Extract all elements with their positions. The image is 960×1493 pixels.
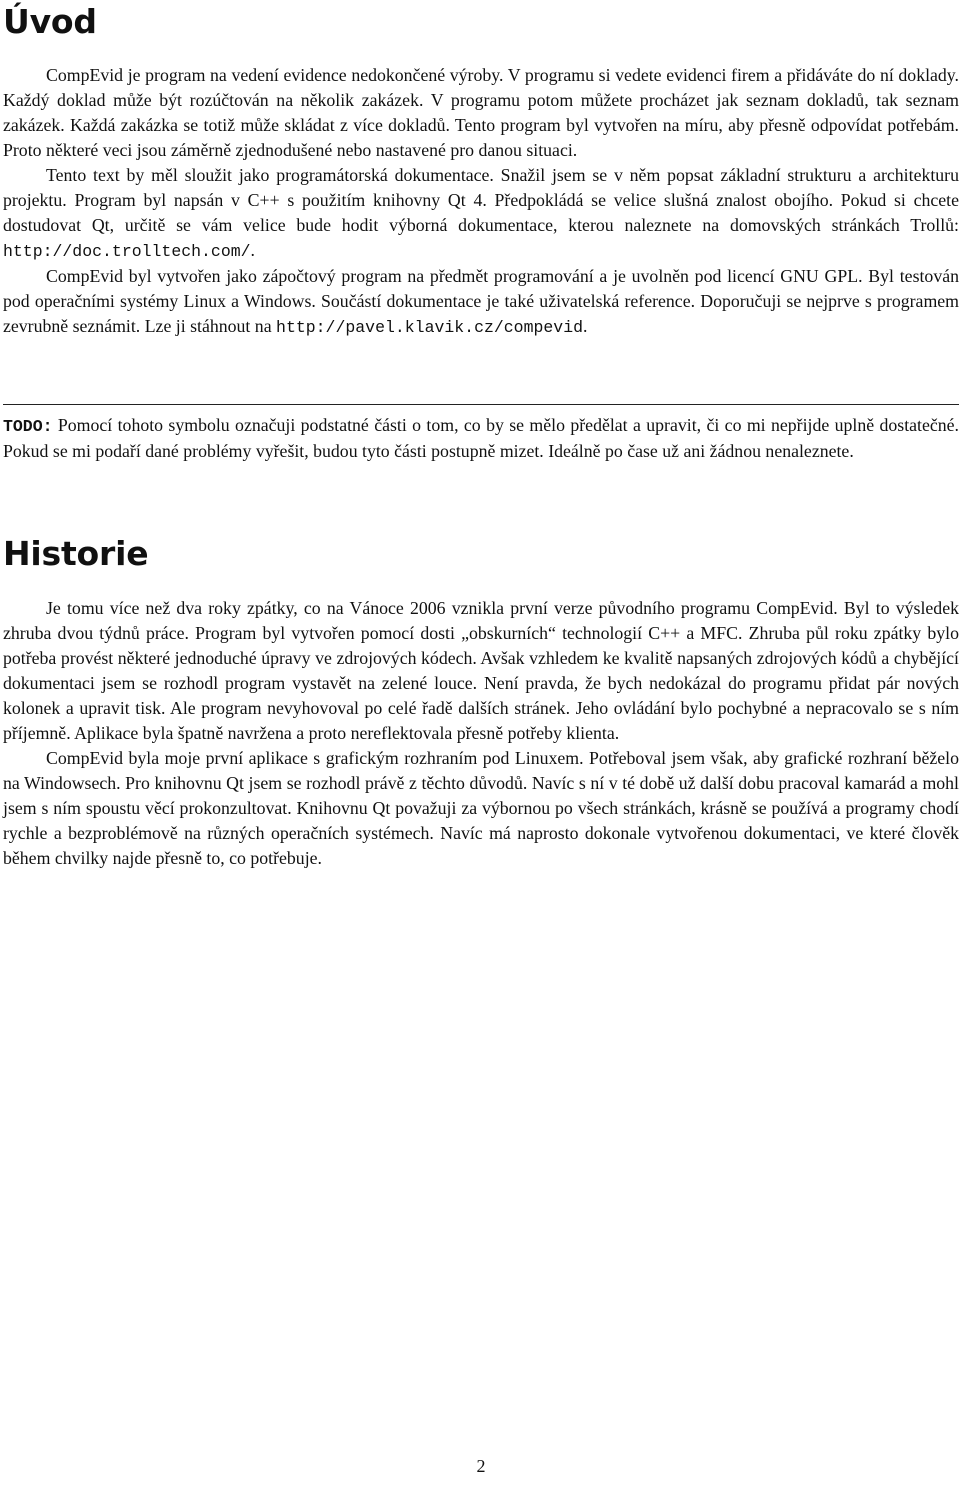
compevid-url[interactable]: http://pavel.klavik.cz/compevid [276, 318, 583, 337]
todo-note [3, 413, 959, 464]
uvod-paragraph-2-end: . [250, 240, 255, 260]
todo-text: Pomocí tohoto symbolu označuji podstatné části o tom, co by se mělo předělat a upravit, či co mi nepřijde uplně dostatečné. Pokud se mi podaří dané problémy vyřešit, budou tyto části postupně mizet. Ideálně po čase už ani žádnou nenaleznete. [3, 415, 959, 461]
uvod-paragraph-3-text: CompEvid byl vytvořen jako zápočtový program na předmět programování a je uvolněn pod licencí GNU GPL. Byl testován pod operačními systémy Linux a Windows. Součástí dokumentace je také uživatelská reference. Doporučuji se nejprve s programem zevrubně seznámit. Lze ji stáhnout na [3, 266, 959, 336]
section-heading-historie: Historie [3, 534, 149, 573]
uvod-body [3, 63, 959, 340]
historie-body [3, 596, 959, 871]
uvod-paragraph-3-end: . [583, 316, 588, 336]
page-number: 2 [476, 1456, 486, 1476]
uvod-paragraph-2-text: Tento text by měl sloužit jako programátorská dokumentace. Snažil jsem se v něm popsat základní strukturu a architekturu projektu. Program byl napsán v C++ s použitím knihovny Qt 4. Předpokládá se velice slušná znalost obojího. Pokud si chcete dostudovat Qt, určitě se vám velice bude hodit výborná dokumentace, kterou naleznete na domovských stránkách Trollů: [3, 165, 959, 235]
todo-label: TODO: [3, 417, 53, 436]
section-heading-uvod: Úvod [3, 2, 97, 41]
uvod-paragraph-2 [3, 163, 959, 264]
todo-divider [3, 404, 959, 405]
uvod-paragraph-3 [3, 264, 959, 340]
todo-paragraph [3, 413, 959, 464]
historie-paragraph-1: Je tomu více než dva roky zpátky, co na Vánoce 2006 vznikla první verze původního programu CompEvid. Byl to výsledek zhruba dvou týdnů práce. Program byl vytvořen pomocí dosti „obskurních“ technologií C++ a MFC. Zhruba půl roku zpátky bylo potřeba provést některé jednoduché úpravy ve zdrojových kódech. Avšak vzhledem ke kvalitě napsaných zdrojových kódů a chybějící dokumentaci jsem se rozhodl program vystavět na zelené louce. Není pravda, že bych nedokázal do programu přidat pár nových kolonek a upravit tisk. Ale program nevyhovoval po celé řadě dalších stránek. Jeho ovládání bylo pochybné a nepracovalo se s ním příjemně. Aplikace byla špatně navržena a proto nereflektovala přesně potřeby klienta. [3, 598, 959, 743]
uvod-paragraph-1: CompEvid je program na vedení evidence nedokončené výroby. V programu si vedete evidenci firem a přidáváte do ní doklady. Každý doklad může být rozúčtován na několik zakázek. V programu potom můžete procházet jak seznam dokladů, tak seznam zakázek. Každá zakázka se totiž může skládat z více dokladů. Tento program byl vytvořen na míru, aby přesně odpovídat potřebám. Proto některé veci jsou záměrně zjednodušené nebo nastavené pro danou situaci. [3, 65, 959, 160]
historie-paragraph-2: CompEvid byla moje první aplikace s grafickým rozhraním pod Linuxem. Potřeboval jsem však, aby grafické rozhraní běželo na Windowsech. Pro knihovnu Qt jsem se rozhodl právě z těchto důvodů. Navíc s ní v té době už další dobu pracoval kamarád a mohl jsem s ním spoustu věcí prokonzultovat. Knihovnu Qt považuji za výbornou po všech stránkách, krásně se používá a programy chodí rychle a bezproblémově na různých operačních systémech. Navíc má naprosto dokonale vytvořenou dokumentaci, ve které člověk během chvilky najde přesně to, co potřebuje. [3, 748, 959, 868]
trolltech-url[interactable]: http://doc.trolltech.com/ [3, 242, 251, 261]
